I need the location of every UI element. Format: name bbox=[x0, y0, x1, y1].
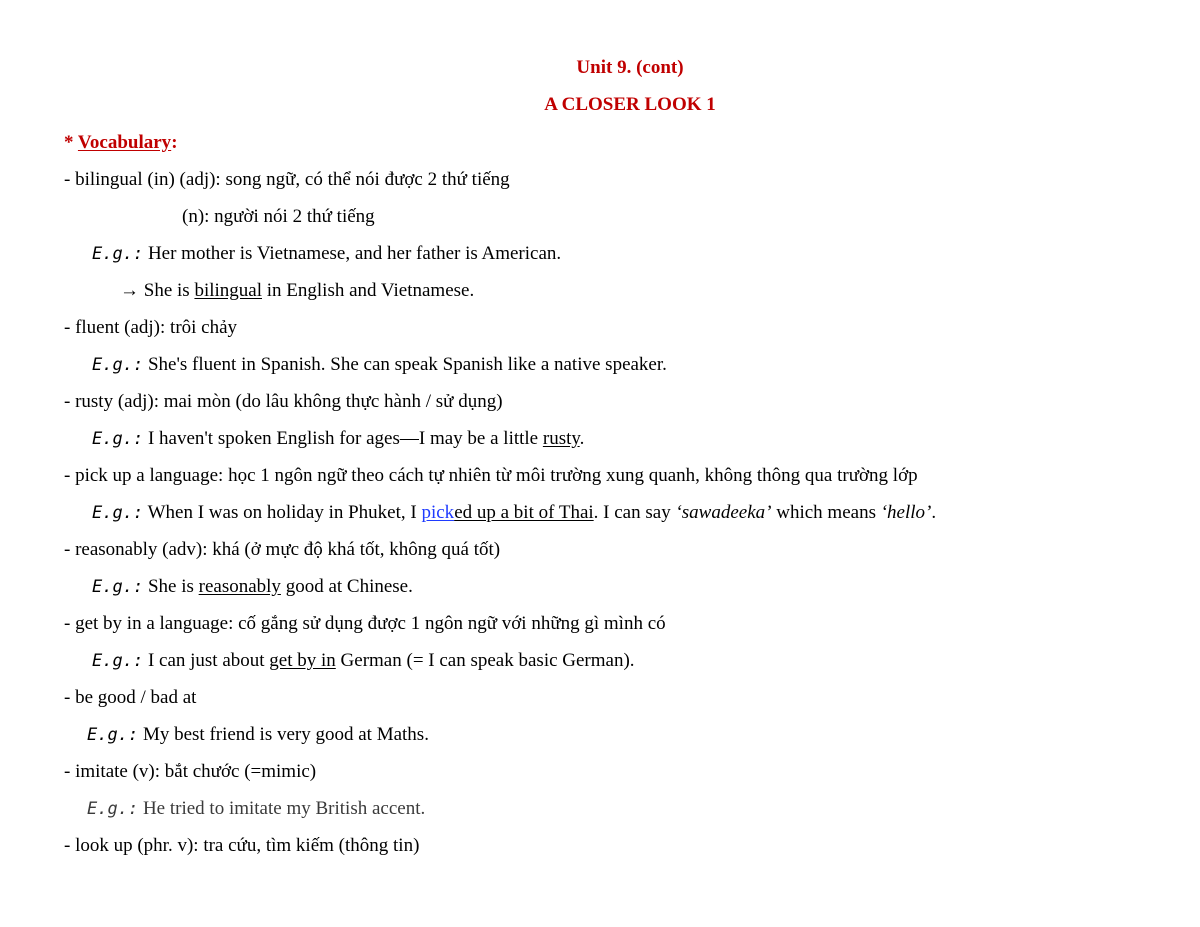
eg-label: E.g.: bbox=[92, 355, 144, 375]
heading-colon: : bbox=[171, 132, 178, 153]
pick-link[interactable]: pick bbox=[421, 502, 455, 523]
entry-be-good: - be good / bad at bbox=[64, 687, 197, 708]
entry-get-by: - get by in a language: cố gắng sử dụng được 1 ngôn ngữ với những gì mình có bbox=[64, 613, 666, 634]
eg-label: E.g.: bbox=[92, 429, 144, 449]
eg-label: E.g.: bbox=[92, 651, 144, 671]
example-get-by: E.g.: I can just about get by in German (= I can speak basic German). bbox=[92, 650, 635, 671]
entry-fluent: - fluent (adj): trôi chảy bbox=[64, 317, 238, 338]
entry-bilingual: - bilingual (in) (adj): song ngữ, có thể nói được 2 thứ tiếng bbox=[64, 169, 510, 190]
heading-label: Vocabulary bbox=[77, 132, 172, 153]
eg-label: E.g.: bbox=[87, 725, 139, 745]
example-be-good: E.g.: My best friend is very good at Maths. bbox=[87, 724, 429, 745]
entry-bilingual-noun: (n): người nói 2 thứ tiếng bbox=[182, 206, 375, 227]
example-pick-up: E.g.: When I was on holiday in Phuket, I picked up a bit of Thai. I can say ‘sawadeeka’ which means ‘hello’. bbox=[92, 502, 937, 523]
eg-label: E.g.: bbox=[92, 244, 144, 264]
arrow-right-icon: → bbox=[120, 280, 139, 301]
vocabulary-heading bbox=[64, 131, 178, 155]
example-fluent: E.g.: She's fluent in Spanish. She can speak Spanish like a native speaker. bbox=[92, 354, 667, 375]
example-rusty: E.g.: I haven't spoken English for ages—I may be a little rusty. bbox=[92, 428, 585, 449]
heading-star: * bbox=[64, 132, 78, 153]
eg-label: E.g.: bbox=[92, 577, 144, 597]
entry-imitate: - imitate (v): bắt chước (=mimic) bbox=[64, 761, 317, 782]
unit-title: Unit 9. (cont) bbox=[576, 57, 684, 78]
eg-label: E.g.: bbox=[92, 503, 144, 523]
section-title: A CLOSER LOOK 1 bbox=[544, 94, 716, 115]
entry-reasonably: - reasonably (adv): khá (ở mực độ khá tốt, không quá tốt) bbox=[64, 539, 501, 560]
example-reasonably: E.g.: She is reasonably good at Chinese. bbox=[92, 576, 413, 597]
entry-rusty: - rusty (adj): mai mòn (do lâu không thực hành / sử dụng) bbox=[64, 391, 503, 412]
eg-label: E.g.: bbox=[87, 799, 139, 819]
example-bilingual-2: → She is bilingual in English and Vietnamese. bbox=[120, 280, 475, 301]
entry-pick-up: - pick up a language: học 1 ngôn ngữ theo cách tự nhiên từ môi trường xung quanh, không thông qua trường lớp bbox=[64, 465, 918, 486]
entry-look-up: - look up (phr. v): tra cứu, tìm kiếm (thông tin) bbox=[64, 835, 420, 856]
example-bilingual: E.g.: Her mother is Vietnamese, and her father is American. bbox=[92, 243, 562, 264]
example-imitate: E.g.: He tried to imitate my British accent. bbox=[87, 798, 426, 819]
